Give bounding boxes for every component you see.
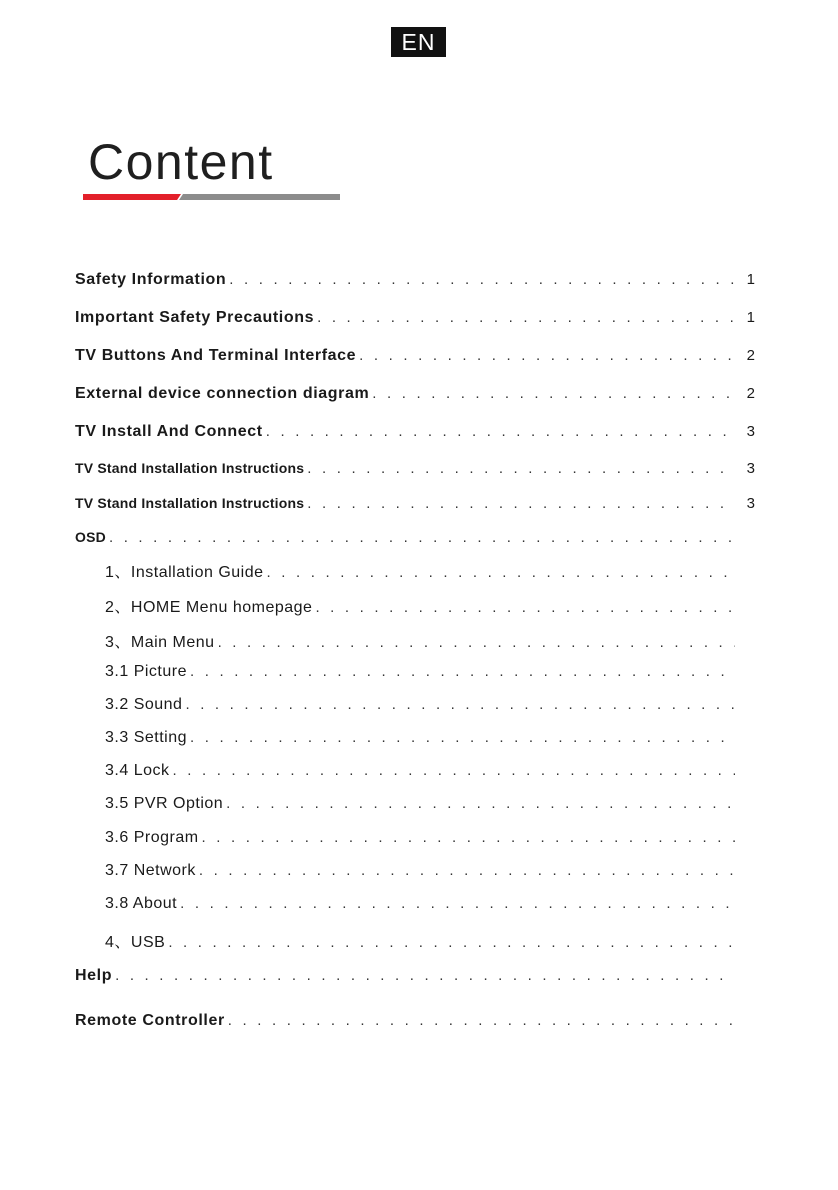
- toc-entry-label: 1、Installation Guide: [105, 564, 264, 581]
- toc-entry[interactable]: [75, 309, 755, 331]
- toc-entry[interactable]: [75, 347, 755, 369]
- toc-entry-page: 3: [746, 495, 755, 512]
- toc-leader-dots: [307, 460, 735, 477]
- toc-entry-label: Remote Controller: [75, 1012, 225, 1029]
- toc-entry-label: TV Install And Connect: [75, 423, 263, 440]
- toc-entry[interactable]: [105, 829, 755, 851]
- toc-entry-label: 3.1 Picture: [105, 663, 187, 680]
- toc-leader-dots: [190, 729, 735, 746]
- toc-leader-dots: [115, 967, 735, 984]
- toc-leader-dots: [315, 599, 735, 616]
- toc-entry-label: 3.3 Setting: [105, 729, 187, 746]
- toc-leader-dots: [228, 1012, 735, 1029]
- toc-entry-page: 3: [746, 423, 755, 440]
- toc-entry[interactable]: [75, 271, 755, 293]
- toc-entry[interactable]: [75, 1012, 755, 1034]
- toc-entry-page: 3: [746, 460, 755, 477]
- toc-entry-page: 1: [746, 271, 755, 288]
- toc-leader-dots: [199, 862, 735, 879]
- toc-entry-label: TV Stand Installation Instructions: [75, 460, 305, 476]
- toc-leader-dots: [109, 529, 735, 546]
- toc-leader-dots: [172, 762, 735, 779]
- toc-entry[interactable]: [105, 663, 755, 685]
- toc-entry[interactable]: [105, 762, 755, 784]
- toc-leader-dots: [190, 663, 735, 680]
- toc-entry[interactable]: [105, 696, 755, 718]
- toc-entry-label: 4、USB: [105, 934, 166, 951]
- toc-entry-label: OSD: [75, 529, 106, 545]
- toc-entry-page: 2: [746, 385, 755, 402]
- toc-entry-label: Important Safety Precautions: [75, 309, 315, 326]
- toc-entry-page: 1: [746, 309, 755, 326]
- toc-leader-dots: [218, 634, 735, 651]
- toc-entry-label: 3.8 About: [105, 895, 178, 912]
- language-badge: EN: [391, 27, 446, 57]
- toc-entry-label: 2、HOME Menu homepage: [105, 599, 313, 616]
- toc-entry-label: Help: [75, 967, 113, 984]
- toc-entry[interactable]: [105, 862, 755, 884]
- toc-leader-dots: [168, 934, 735, 951]
- toc-entry[interactable]: [105, 729, 755, 751]
- toc-leader-dots: [317, 309, 735, 326]
- toc-entry[interactable]: [75, 495, 755, 517]
- toc-entry[interactable]: [75, 385, 755, 407]
- toc-entry-label: 3、Main Menu: [105, 634, 215, 651]
- toc-leader-dots: [185, 696, 735, 713]
- toc-entry[interactable]: [75, 967, 755, 989]
- toc-leader-dots: [307, 495, 735, 512]
- toc-entry-label: 3.6 Program: [105, 829, 199, 846]
- toc-leader-dots: [180, 895, 735, 912]
- toc-entry[interactable]: [105, 559, 755, 581]
- toc-entry[interactable]: [75, 529, 755, 551]
- toc-leader-dots: [202, 829, 735, 846]
- toc-leader-dots: [267, 564, 735, 581]
- toc-leader-dots: [266, 423, 735, 440]
- toc-entry-label: TV Stand Installation Instructions: [75, 495, 305, 511]
- toc-entry-page: 2: [746, 347, 755, 364]
- toc-entry-label: 3.7 Network: [105, 862, 196, 879]
- toc-entry-label: Safety Information: [75, 271, 227, 288]
- toc-entry[interactable]: [105, 594, 755, 616]
- toc-entry[interactable]: [75, 423, 755, 445]
- toc-entry-label: External device connection diagram: [75, 385, 370, 402]
- toc-entry[interactable]: [105, 929, 755, 951]
- toc-entry[interactable]: [105, 629, 755, 651]
- toc-entry[interactable]: [105, 895, 755, 917]
- toc-entry-label: 3.4 Lock: [105, 762, 170, 779]
- page-title: Content: [88, 134, 274, 190]
- toc-leader-dots: [229, 271, 735, 288]
- toc-leader-dots: [226, 795, 735, 812]
- toc-leader-dots: [372, 385, 735, 402]
- toc-leader-dots: [359, 347, 735, 364]
- toc-entry-label: 3.2 Sound: [105, 696, 183, 713]
- toc-entry[interactable]: [105, 795, 755, 817]
- toc-entry-label: 3.5 PVR Option: [105, 795, 224, 812]
- toc-entry-label: TV Buttons And Terminal Interface: [75, 347, 357, 364]
- toc-entry[interactable]: [75, 460, 755, 482]
